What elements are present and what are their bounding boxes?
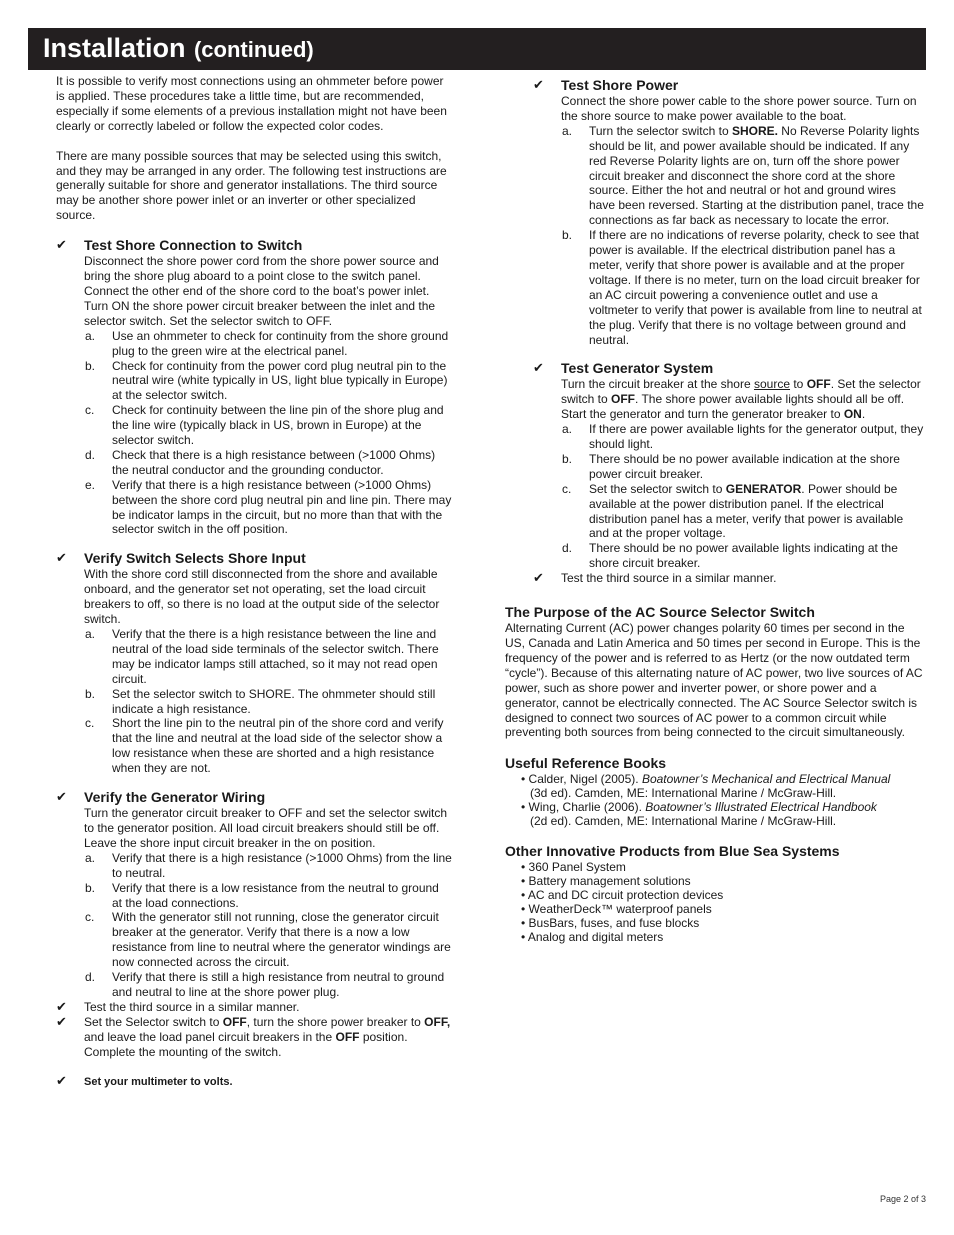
- list-item: d. Verify that there is still a high resistance from neutral to ground and neutral to line at the shore power plug.: [85, 970, 445, 999]
- books-title: Useful Reference Books: [505, 755, 667, 772]
- list-item: • 360 Panel System: [521, 860, 626, 875]
- page-subtitle: (continued): [193, 37, 314, 62]
- list-item: b. There should be no power available indication at the shore power circuit breaker.: [562, 451, 900, 481]
- list-item: • Battery management solutions: [521, 874, 691, 889]
- list-item: a. Verify that there is a high resistance (>1000 Ohms) from the line to neutral.: [85, 850, 452, 880]
- selector-off-step: ✔ Set the Selector switch to OFF, turn the shore power breaker to OFF, and leave the load panel circuit breakers in the OFF position. Complete the mounting of the switch.: [56, 1013, 451, 1059]
- list-item: • Calder, Nigel (2005). Boatowner’s Mechanical and Electrical Manual (3d ed). Camden, ME: International Marine / McGraw-Hill.: [521, 772, 891, 801]
- section-body: Turn the generator circuit breaker to OFF and set the selector switch to the generator position. All load circuit breakers should still be off. Leave the shore input circuit breaker in the on position.: [84, 806, 448, 850]
- section-verify-shore-input: [56, 550, 452, 627]
- step-list: [56, 329, 452, 538]
- checkbox-icon: ✔: [56, 789, 67, 805]
- intro-paragraph-1: It is possible to verify most connections using an ohmmeter before power is applied. These procedures take a little time, but are recommended, especially if some elements of a previous installation might not have been clearly or correctly labeled or follow the expected color codes.: [56, 74, 447, 133]
- checkbox-icon: ✔: [56, 237, 67, 253]
- list-item: • Analog and digital meters: [521, 930, 664, 945]
- section-title: Test Shore Connection to Switch: [84, 237, 303, 254]
- info-sections: [505, 604, 925, 944]
- third-source-step: ✔ Test the third source in a similar manner.: [533, 570, 777, 586]
- left-column: [56, 74, 452, 1090]
- list-item: c. Short the line pin to the neutral pin of the shore cord and verify that the line and neutral at the load side of the selector show a low resistance when these are shorted and a high resistance when they are not.: [85, 716, 444, 776]
- checkbox-icon: ✔: [533, 360, 544, 376]
- intro-paragraph-2: There are many possible sources that may be selected using this switch, and they may be arranged in any order. The following test instructions are generally suitable for shore and generator installations. The third source may be another shore power inlet or an inverter or other specialized source.: [56, 148, 447, 223]
- list-item: d. There should be no power available lights indicating at the shore circuit breaker.: [562, 541, 898, 571]
- list-item: b. If there are no indications of reverse polarity, check to see that power is available. If the electrical distribution panel has a meter, verify that shore power is available and at the proper voltage. If there is no meter, turn on the load circuit breaker for an AC circuit powering a convenience outlet and use a voltmeter to verify that power is available from line to neutral at the plug. Verify that there is no voltage between ground and neutral.: [562, 228, 922, 347]
- section-title: Test Shore Power: [561, 77, 679, 93]
- list-item: e. Verify that there is a high resistance between (>1000 Ohms) between the shore cord plug neutral pin and line pin. There may be indicator lamps in the circuit, but no more than that with the selector switch in the off position.: [85, 477, 452, 537]
- page-number: Page 2 of 3: [879, 1194, 926, 1204]
- purpose-title: The Purpose of the AC Source Selector Switch: [505, 604, 815, 621]
- section-banner: [28, 28, 926, 70]
- multimeter-step: ✔ Set your multimeter to volts.: [56, 1073, 233, 1089]
- list-item: • WeatherDeck™ waterproof panels: [521, 902, 712, 917]
- list-item: c. Set the selector switch to GENERATOR. Power should be available at the power distribution panel. If the electrical distribution panel has a meter, verify that power is available and at the proper voltage.: [562, 481, 904, 541]
- section-body: Turn the circuit breaker at the shore source to OFF. Set the selector switch to OFF. The shore power available lights should all be off. Start the generator and turn the generator breaker to ON.: [561, 377, 921, 422]
- products-list: [505, 860, 925, 944]
- section-body: Disconnect the shore power cord from the shore power source and bring the shore plug aboard to a point close to the switch panel. Connect the other end of the shore cord to the boat’s power inlet. Turn ON the shore power circuit breaker between the inlet and the selector switch. Set the selector switch to OFF.: [84, 254, 439, 328]
- list-item: • Wing, Charlie (2006). Boatowner’s Illustrated Electrical Handbook (2d ed). Camden, ME: International Marine / McGraw-Hill.: [521, 800, 877, 829]
- list-item: c. With the generator still not running, close the generator circuit breaker at the generator. Verify that there is a now a low resistance from line to neutral where the generator windings are now connected across the circuit.: [85, 910, 451, 970]
- checkbox-icon: ✔: [533, 570, 544, 586]
- checkbox-icon: ✔: [533, 77, 544, 92]
- list-item: a. If there are power available lights for the generator output, they should light.: [562, 422, 924, 452]
- list-item: b. Verify that there is a low resistance from the neutral to ground at the load connections.: [85, 880, 439, 910]
- checkbox-icon: ✔: [56, 550, 67, 566]
- step-list: [533, 124, 925, 348]
- checkbox-icon: ✔: [56, 1013, 67, 1029]
- products-title: Other Innovative Products from Blue Sea Systems: [505, 843, 840, 860]
- section-body: Connect the shore power cable to the shore power source. Turn on the shore source to make power available to the boat.: [561, 94, 917, 123]
- section-verify-generator-wiring: [56, 789, 452, 851]
- purpose-body: Alternating Current (AC) power changes polarity 60 times per second in the US, Canada and Latin America and 50 times per second in Europe. This is the frequency of the power and is referred to as Hertz (or the now outdated term “cycle”). Because of this alternating nature of AC power, two live sources of AC power, such as shore power and inverter power, or shore power and a generator, cannot be electrically connected. The AC Source Selector switch is designed to connect two sources of AC power to a common circuit while preventing both sources from being connected to the circuit simultaneously.: [505, 621, 923, 740]
- section-title: Verify the Generator Wiring: [84, 789, 266, 806]
- list-item: d. Check that there is a high resistance between (>1000 Ohms) the neutral conductor and the grounding conductor.: [85, 447, 436, 477]
- section-title: Verify Switch Selects Shore Input: [84, 550, 306, 567]
- page-title: Installation: [43, 33, 186, 63]
- section-body: With the shore cord still disconnected from the shore and available onboard, and the generator set not operating, set the load circuit breakers to off, so there is no load at the output side of the selector switch.: [84, 567, 440, 627]
- section-test-shore-power: [533, 77, 925, 124]
- checkbox-icon: ✔: [56, 998, 67, 1014]
- books-list: [505, 772, 925, 828]
- third-source-step: ✔ Test the third source in a similar manner.: [56, 998, 300, 1014]
- list-item: a. Verify that the there is a high resistance between the line and neutral of the load side terminals of the selector switch. There may be indicator lamps still attached, so it may not read open circuit.: [85, 627, 439, 686]
- list-item: • AC and DC circuit protection devices: [521, 888, 724, 903]
- section-test-shore-connection: [56, 237, 452, 329]
- list-item: c. Check for continuity between the line pin of the shore plug and the line wire (typically black in US, brown in Europe) at the selector switch.: [85, 403, 444, 448]
- list-item: b. Set the selector switch to SHORE. The ohmmeter should still indicate a high resistance.: [85, 686, 436, 716]
- list-item: b. Check for continuity from the power cord plug neutral pin to the neutral wire (white typically in US, light blue typically in Europe) at the selector switch.: [85, 358, 448, 403]
- step-list: [56, 851, 452, 1000]
- checkbox-icon: ✔: [56, 1073, 67, 1089]
- section-test-generator: [533, 360, 925, 422]
- list-item: a. Use an ohmmeter to check for continuity from the shore ground plug to the green wire at the electrical panel.: [85, 328, 449, 358]
- list-item: • BusBars, fuses, and fuse blocks: [521, 916, 700, 931]
- step-list: [533, 422, 925, 571]
- step-list: [56, 627, 452, 776]
- right-column: [505, 74, 925, 945]
- list-item: a. Turn the selector switch to SHORE. No Reverse Polarity lights should be lit, and power available should be indicated. If any red Reverse Polarity lights are on, turn off the shore power circuit breaker and disconnect the shore cord at the shore source. Either the hot and neutral or hot and ground wires have been reversed. Starting at the distribution panel, trace the connections as far back as necessary to locate the error.: [562, 123, 924, 228]
- section-title: Test Generator System: [561, 360, 714, 377]
